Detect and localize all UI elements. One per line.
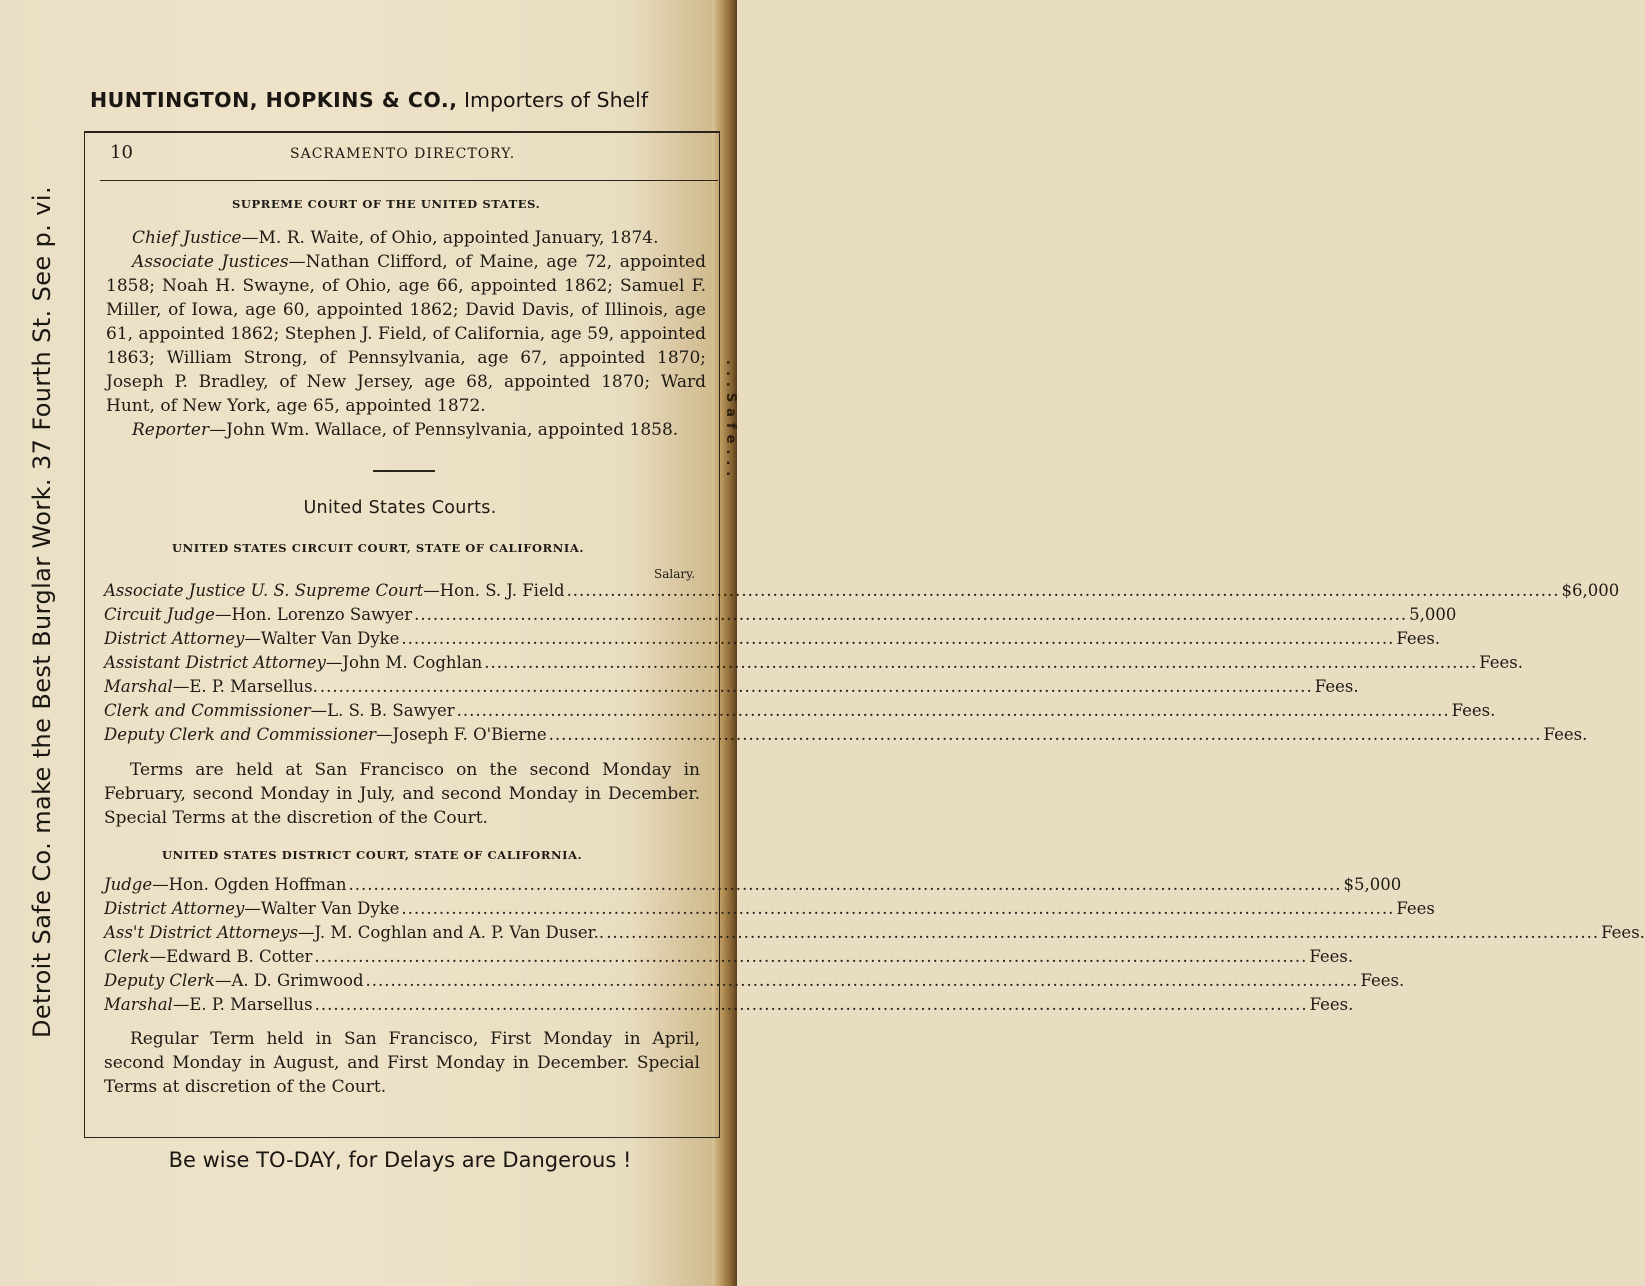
officer-title: District Attorney: [104, 629, 245, 648]
district-court-terms: Regular Term held in San Francisco, First Monday in April, second Monday in August, and First Monday in December. Special Terms at discretion of the Court.: [104, 1029, 700, 1097]
officer-title: Deputy Clerk: [104, 971, 215, 990]
header-advertisement: [90, 88, 730, 112]
officer-name: —Edward B. Cotter: [149, 947, 313, 966]
header-rule: [100, 180, 718, 181]
officer-compensation: $6,000: [1561, 581, 1620, 600]
chief-justice-title: Chief Justice: [132, 228, 242, 248]
circuit-court-terms: Terms are held at San Francisco on the second Monday in February, second Monday in July, and second Monday in December. Special Terms at the discretion of the Court.: [104, 760, 700, 828]
dot-leader: [606, 923, 1599, 942]
dot-leader: [484, 653, 1477, 672]
frame-left-rule: [84, 131, 85, 1138]
officer-compensation: Fees.: [1309, 995, 1354, 1014]
officer-compensation: Fees.: [1451, 701, 1496, 720]
dot-leader: [567, 581, 1560, 600]
officer-row: [104, 581, 1620, 605]
officer-name: —Hon. S. J. Field: [423, 581, 565, 600]
salary-column-label: Salary.: [654, 567, 696, 581]
officer-compensation: Fees.: [1309, 947, 1354, 966]
officer-compensation: Fees.: [1543, 725, 1588, 744]
officer-title: Judge: [104, 875, 153, 894]
officer-compensation: Fees.: [1360, 971, 1405, 990]
officer-name: —Hon. Ogden Hoffman: [152, 875, 347, 894]
officer-row: [104, 947, 1354, 971]
officer-row: [104, 899, 1435, 923]
officer-name: —L. S. B. Sawyer: [310, 701, 455, 720]
reporter-entry: [106, 418, 706, 442]
officer-name: —Joseph F. O'Bierne: [376, 725, 547, 744]
page-number: 10: [110, 142, 133, 163]
frame-top-rule: [84, 131, 720, 133]
dot-leader: [549, 725, 1542, 744]
edge-advertisement: ...Safe...: [723, 360, 738, 483]
officer-compensation: Fees.: [1314, 677, 1359, 696]
officer-row: [104, 875, 1402, 899]
footer-advertisement: Be wise TO-DAY, for Delays are Dangerous !: [168, 1148, 632, 1172]
section-divider: [373, 470, 435, 472]
header-trade: Importers of Shelf: [457, 88, 649, 112]
officer-name: —Walter Van Dyke: [244, 629, 400, 648]
officer-row: [104, 605, 1457, 629]
officer-row: [104, 701, 1496, 725]
side-advertisement: Detroit Safe Co. make the Best Burglar Work. 37 Fourth St. See p. vi.: [28, 185, 56, 1039]
associate-justices-text: —Nathan Clifford, of Maine, age 72, appointed 1858; Noah H. Swayne, of Ohio, age 66, appointed 1862; Samuel F. Miller, of Iowa, age 60, appointed 1862; David Davis, of Illinois, age 61, appointed 1862; Stephen J. Field, of California, age 59, appointed 1863; William Strong, of Pennsylvania, age 67, appointed 1870; Joseph P. Bradley, of New Jersey, age 68, appointed 1870; Ward Hunt, of New York, age 65, appointed 1872.: [106, 252, 706, 416]
dot-leader: [314, 947, 1307, 966]
officer-title: Clerk: [104, 947, 150, 966]
officer-compensation: Fees.: [1601, 923, 1645, 942]
chief-justice-text: —M. R. Waite, of Ohio, appointed January, 1874.: [241, 228, 659, 248]
officer-name: —A. D. Grimwood: [214, 971, 364, 990]
district-court-heading: UNITED STATES DISTRICT COURT, STATE OF CALIFORNIA.: [162, 848, 583, 862]
officer-name: —J. M. Coghlan and A. P. Van Duser..: [298, 923, 605, 942]
officer-name: —Hon. Lorenzo Sawyer: [214, 605, 413, 624]
chief-justice-entry: [106, 226, 706, 250]
officer-title: Marshal: [104, 995, 173, 1014]
officer-name: —E. P. Marsellus: [172, 995, 313, 1014]
officer-title: Associate Justice U. S. Supreme Court: [104, 581, 424, 600]
officer-title: Marshal: [104, 677, 173, 696]
dot-leader: [349, 875, 1342, 894]
officer-row: [104, 677, 1359, 701]
circuit-court-heading: UNITED STATES CIRCUIT COURT, STATE OF CALIFORNIA.: [172, 541, 584, 555]
officer-compensation: 5,000: [1409, 605, 1457, 624]
officer-title: Clerk and Commissioner: [104, 701, 311, 720]
reporter-title: Reporter: [132, 420, 210, 440]
officer-title: District Attorney: [104, 899, 245, 918]
officer-row: [104, 923, 1645, 947]
officer-title: Assistant District Attorney: [104, 653, 326, 672]
running-head: SACRAMENTO DIRECTORY.: [290, 146, 516, 162]
officer-row: [104, 725, 1588, 749]
officer-name: —Walter Van Dyke: [244, 899, 400, 918]
officer-row: [104, 629, 1441, 653]
dot-leader: [401, 899, 1394, 918]
officer-row: [104, 971, 1405, 995]
dot-leader: [320, 677, 1313, 696]
dot-leader: [401, 629, 1394, 648]
dot-leader: [457, 701, 1450, 720]
officer-title: Deputy Clerk and Commissioner: [104, 725, 377, 744]
officer-title: Circuit Judge: [104, 605, 215, 624]
circuit-court-officers: [104, 581, 1620, 749]
district-court-officers: [104, 875, 1645, 1019]
officer-compensation: $5,000: [1343, 875, 1402, 894]
officer-row: [104, 995, 1354, 1019]
dot-leader: [366, 971, 1359, 990]
reporter-text: —John Wm. Wallace, of Pennsylvania, appointed 1858.: [209, 420, 679, 440]
associate-justices-title: Associate Justices: [132, 252, 289, 272]
dot-leader: [315, 995, 1308, 1014]
officer-title: Ass't District Attorneys: [104, 923, 299, 942]
dot-leader: [414, 605, 1407, 624]
header-firm-name: HUNTINGTON, HOPKINS & CO.,: [90, 88, 458, 112]
officer-row: [104, 653, 1524, 677]
frame-bottom-rule: [84, 1137, 720, 1138]
officer-compensation: Fees.: [1396, 629, 1441, 648]
officer-compensation: Fees: [1396, 899, 1435, 918]
us-courts-title: United States Courts.: [303, 498, 497, 518]
supreme-court-heading: SUPREME COURT OF THE UNITED STATES.: [232, 197, 541, 211]
officer-compensation: Fees.: [1479, 653, 1524, 672]
officer-name: —John M. Coghlan: [325, 653, 483, 672]
officer-name: —E. P. Marsellus.: [172, 677, 318, 696]
associate-justices-entry: [106, 250, 706, 418]
